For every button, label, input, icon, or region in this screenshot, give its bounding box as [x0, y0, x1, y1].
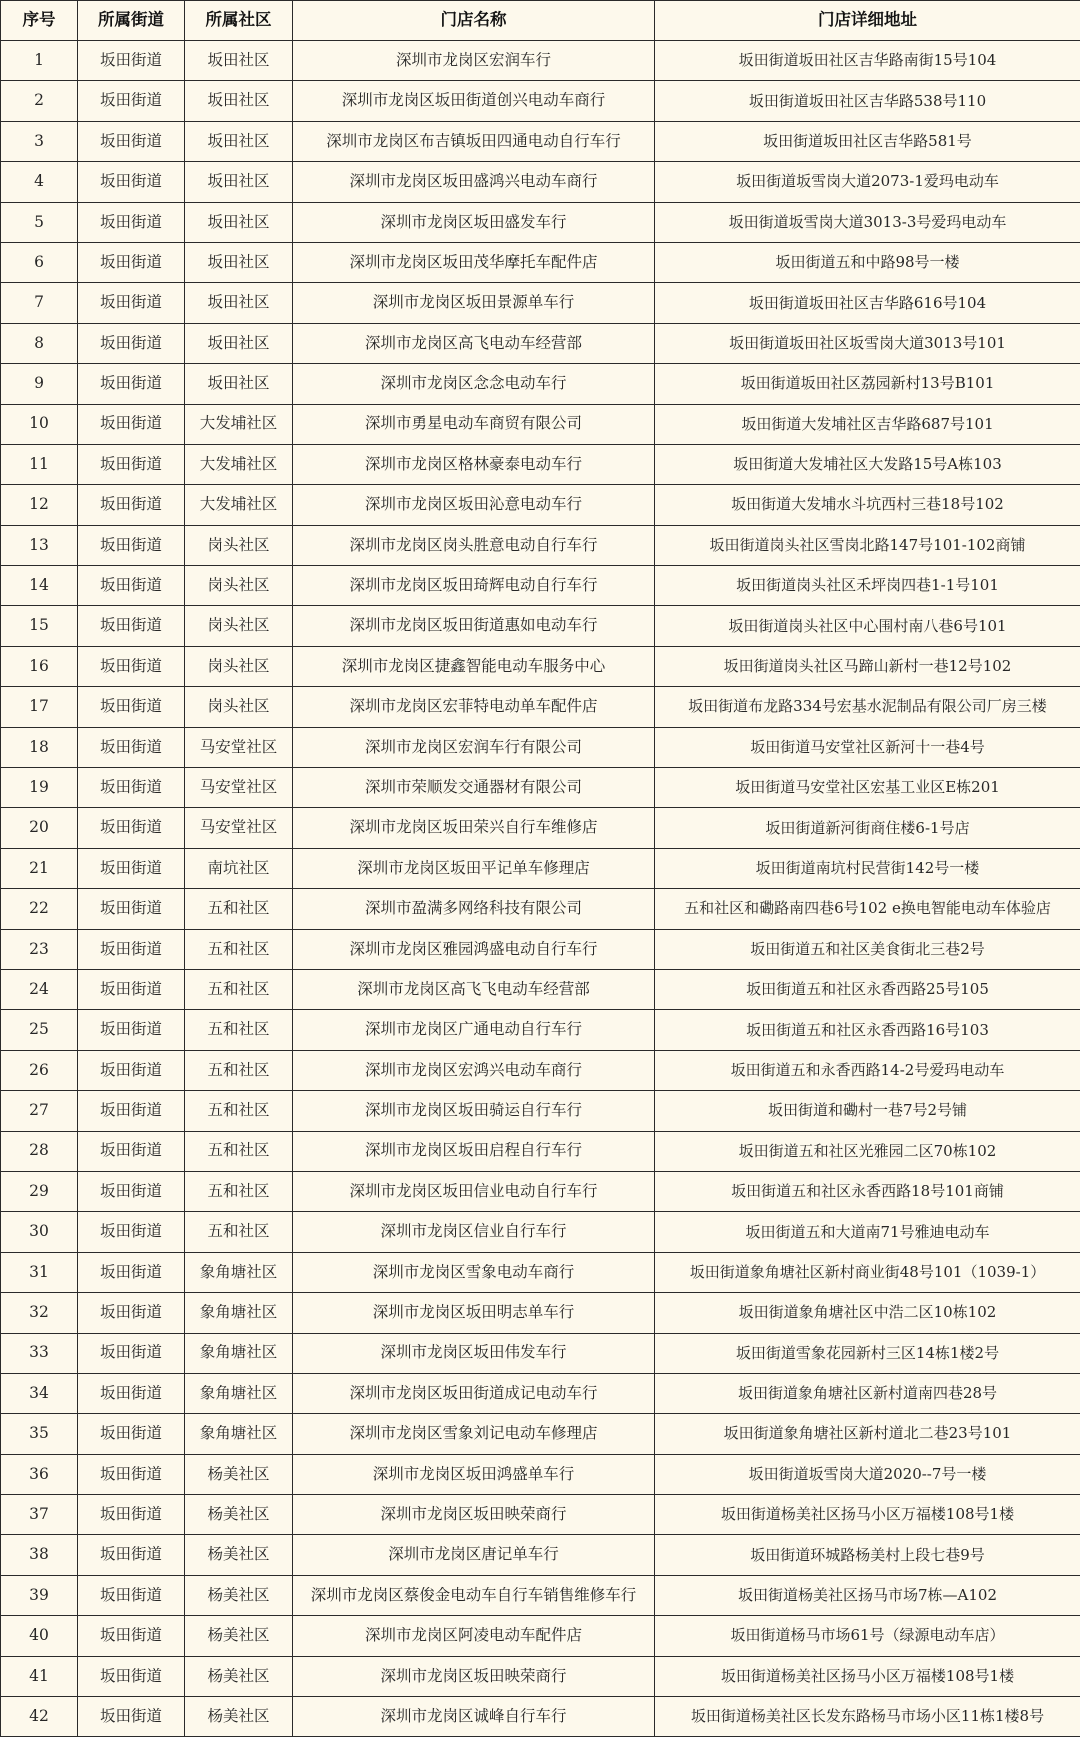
- cell-store-name: 深圳市龙岗区坂田盛发车行: [293, 202, 655, 242]
- cell-community: 大发埔社区: [185, 444, 293, 484]
- cell-index: 33: [1, 1333, 78, 1373]
- cell-street: 坂田街道: [78, 646, 185, 686]
- cell-store-name: 深圳市龙岗区坂田盛鸿兴电动车商行: [293, 162, 655, 202]
- cell-street: 坂田街道: [78, 444, 185, 484]
- cell-index: 24: [1, 969, 78, 1009]
- cell-community: 马安堂社区: [185, 768, 293, 808]
- cell-street: 坂田街道: [78, 525, 185, 565]
- table-row: [1, 1414, 1080, 1454]
- cell-store-address: 坂田街道五和大道南71号雅迪电动车: [655, 1212, 1080, 1252]
- cell-store-name: 深圳市龙岗区阿凌电动车配件店: [293, 1616, 655, 1656]
- cell-community: 马安堂社区: [185, 808, 293, 848]
- cell-index: 19: [1, 768, 78, 808]
- cell-community: 象角塘社区: [185, 1252, 293, 1292]
- cell-street: 坂田街道: [78, 1171, 185, 1211]
- cell-street: 坂田街道: [78, 929, 185, 969]
- table-body: [1, 41, 1080, 1737]
- cell-street: 坂田街道: [78, 1010, 185, 1050]
- cell-street: 坂田街道: [78, 1495, 185, 1535]
- table-row: [1, 1050, 1080, 1090]
- cell-store-address: 五和社区和磡路南四巷6号102 e换电智能电动车体验店: [655, 889, 1080, 929]
- cell-community: 杨美社区: [185, 1697, 293, 1737]
- cell-street: 坂田街道: [78, 81, 185, 121]
- cell-index: 39: [1, 1575, 78, 1615]
- table-header: [1, 1, 1080, 41]
- cell-community: 五和社区: [185, 1010, 293, 1050]
- cell-index: 25: [1, 1010, 78, 1050]
- cell-community: 五和社区: [185, 969, 293, 1009]
- cell-store-address: 坂田街道五和永香西路14-2号爱玛电动车: [655, 1050, 1080, 1090]
- cell-index: 35: [1, 1414, 78, 1454]
- cell-street: 坂田街道: [78, 1454, 185, 1494]
- cell-street: 坂田街道: [78, 687, 185, 727]
- cell-store-address: 坂田街道马安堂社区宏基工业区E栋201: [655, 768, 1080, 808]
- cell-store-name: 深圳市龙岗区坂田信业电动自行车行: [293, 1171, 655, 1211]
- cell-street: 坂田街道: [78, 1575, 185, 1615]
- cell-store-address: 坂田街道五和社区永香西路18号101商铺: [655, 1171, 1080, 1211]
- cell-store-name: 深圳市龙岗区格林豪泰电动车行: [293, 444, 655, 484]
- cell-index: 9: [1, 364, 78, 404]
- cell-community: 岗头社区: [185, 525, 293, 565]
- cell-index: 15: [1, 606, 78, 646]
- cell-index: 18: [1, 727, 78, 767]
- cell-store-address: 坂田街道大发埔水斗坑西村三巷18号102: [655, 485, 1080, 525]
- cell-index: 37: [1, 1495, 78, 1535]
- header-community: 所属社区: [185, 1, 293, 41]
- cell-community: 杨美社区: [185, 1656, 293, 1696]
- cell-street: 坂田街道: [78, 202, 185, 242]
- table-row: [1, 566, 1080, 606]
- cell-community: 坂田社区: [185, 242, 293, 282]
- header-store-name: 门店名称: [293, 1, 655, 41]
- cell-community: 杨美社区: [185, 1454, 293, 1494]
- cell-store-address: 坂田街道坂田社区吉华路616号104: [655, 283, 1080, 323]
- cell-street: 坂田街道: [78, 1616, 185, 1656]
- cell-street: 坂田街道: [78, 1656, 185, 1696]
- cell-store-name: 深圳市龙岗区捷鑫智能电动车服务中心: [293, 646, 655, 686]
- cell-index: 31: [1, 1252, 78, 1292]
- cell-street: 坂田街道: [78, 121, 185, 161]
- cell-community: 象角塘社区: [185, 1333, 293, 1373]
- cell-store-address: 坂田街道五和社区光雅园二区70栋102: [655, 1131, 1080, 1171]
- cell-community: 象角塘社区: [185, 1373, 293, 1413]
- cell-street: 坂田街道: [78, 283, 185, 323]
- header-store-address: 门店详细地址: [655, 1, 1080, 41]
- cell-community: 五和社区: [185, 889, 293, 929]
- table-row: [1, 1212, 1080, 1252]
- cell-community: 五和社区: [185, 1050, 293, 1090]
- cell-store-address: 坂田街道杨美社区扬马小区万福楼108号1楼: [655, 1656, 1080, 1696]
- cell-street: 坂田街道: [78, 1131, 185, 1171]
- cell-community: 象角塘社区: [185, 1293, 293, 1333]
- cell-store-name: 深圳市龙岗区布吉镇坂田四通电动自行车行: [293, 121, 655, 161]
- cell-street: 坂田街道: [78, 41, 185, 81]
- cell-store-address: 坂田街道坂田社区吉华路南街15号104: [655, 41, 1080, 81]
- cell-community: 杨美社区: [185, 1616, 293, 1656]
- table-row: [1, 1697, 1080, 1737]
- cell-store-name: 深圳市龙岗区高飞飞电动车经营部: [293, 969, 655, 1009]
- cell-index: 40: [1, 1616, 78, 1656]
- cell-community: 坂田社区: [185, 121, 293, 161]
- cell-store-name: 深圳市龙岗区宏鸿兴电动车商行: [293, 1050, 655, 1090]
- cell-store-address: 坂田街道象角塘社区新村商业街48号101（1039-1）: [655, 1252, 1080, 1292]
- cell-store-address: 坂田街道五和社区永香西路16号103: [655, 1010, 1080, 1050]
- cell-index: 29: [1, 1171, 78, 1211]
- cell-store-address: 坂田街道五和社区美食街北三巷2号: [655, 929, 1080, 969]
- cell-index: 38: [1, 1535, 78, 1575]
- cell-store-address: 坂田街道坂田社区吉华路581号: [655, 121, 1080, 161]
- cell-street: 坂田街道: [78, 808, 185, 848]
- cell-store-name: 深圳市盈满多网络科技有限公司: [293, 889, 655, 929]
- cell-store-address: 坂田街道布龙路334号宏基水泥制品有限公司厂房三楼: [655, 687, 1080, 727]
- cell-community: 坂田社区: [185, 162, 293, 202]
- table-row: [1, 1495, 1080, 1535]
- cell-store-address: 坂田街道和磡村一巷7号2号铺: [655, 1091, 1080, 1131]
- table-row: [1, 1252, 1080, 1292]
- cell-store-name: 深圳市龙岗区宏润车行: [293, 41, 655, 81]
- cell-community: 岗头社区: [185, 646, 293, 686]
- cell-store-name: 深圳市龙岗区坂田启程自行车行: [293, 1131, 655, 1171]
- cell-community: 坂田社区: [185, 323, 293, 363]
- table-row: [1, 687, 1080, 727]
- cell-street: 坂田街道: [78, 242, 185, 282]
- cell-index: 27: [1, 1091, 78, 1131]
- table-row: [1, 364, 1080, 404]
- cell-community: 岗头社区: [185, 606, 293, 646]
- cell-street: 坂田街道: [78, 848, 185, 888]
- cell-store-address: 坂田街道五和中路98号一楼: [655, 242, 1080, 282]
- cell-index: 10: [1, 404, 78, 444]
- cell-community: 大发埔社区: [185, 485, 293, 525]
- cell-community: 五和社区: [185, 1131, 293, 1171]
- cell-store-address: 坂田街道新河街商住楼6-1号店: [655, 808, 1080, 848]
- cell-store-name: 深圳市龙岗区坂田琦辉电动自行车行: [293, 566, 655, 606]
- table-row: [1, 606, 1080, 646]
- cell-store-name: 深圳市龙岗区坂田沁意电动车行: [293, 485, 655, 525]
- table-row: [1, 81, 1080, 121]
- cell-store-address: 坂田街道坂田社区荔园新村13号B101: [655, 364, 1080, 404]
- table-row: [1, 889, 1080, 929]
- cell-community: 岗头社区: [185, 566, 293, 606]
- table-row: [1, 1575, 1080, 1615]
- cell-street: 坂田街道: [78, 1050, 185, 1090]
- table-row: [1, 1535, 1080, 1575]
- cell-street: 坂田街道: [78, 162, 185, 202]
- cell-community: 五和社区: [185, 1091, 293, 1131]
- table-row: [1, 1171, 1080, 1211]
- cell-street: 坂田街道: [78, 1333, 185, 1373]
- cell-store-name: 深圳市龙岗区坂田景源单车行: [293, 283, 655, 323]
- cell-store-address: 坂田街道南坑村民营街142号一楼: [655, 848, 1080, 888]
- cell-index: 32: [1, 1293, 78, 1333]
- table-row: [1, 283, 1080, 323]
- cell-street: 坂田街道: [78, 566, 185, 606]
- cell-store-address: 坂田街道坂田社区坂雪岗大道3013号101: [655, 323, 1080, 363]
- cell-store-name: 深圳市龙岗区雪象电动车商行: [293, 1252, 655, 1292]
- table-row: [1, 202, 1080, 242]
- table-row: [1, 1616, 1080, 1656]
- cell-store-address: 坂田街道象角塘社区中浩二区10栋102: [655, 1293, 1080, 1333]
- cell-community: 象角塘社区: [185, 1414, 293, 1454]
- cell-index: 13: [1, 525, 78, 565]
- cell-store-name: 深圳市龙岗区雪象刘记电动车修理店: [293, 1414, 655, 1454]
- cell-store-address: 坂田街道雪象花园新村三区14栋1楼2号: [655, 1333, 1080, 1373]
- table-row: [1, 485, 1080, 525]
- table-row: [1, 1333, 1080, 1373]
- cell-street: 坂田街道: [78, 1373, 185, 1413]
- table-row: [1, 727, 1080, 767]
- table-row: [1, 1091, 1080, 1131]
- cell-index: 22: [1, 889, 78, 929]
- cell-index: 26: [1, 1050, 78, 1090]
- cell-store-name: 深圳市龙岗区诚峰自行车行: [293, 1697, 655, 1737]
- cell-community: 大发埔社区: [185, 404, 293, 444]
- cell-store-address: 坂田街道岗头社区雪岗北路147号101-102商铺: [655, 525, 1080, 565]
- table-row: [1, 646, 1080, 686]
- cell-street: 坂田街道: [78, 606, 185, 646]
- cell-community: 坂田社区: [185, 283, 293, 323]
- cell-index: 16: [1, 646, 78, 686]
- cell-store-address: 坂田街道杨美社区扬马小区万福楼108号1楼: [655, 1495, 1080, 1535]
- table-row: [1, 1131, 1080, 1171]
- cell-index: 30: [1, 1212, 78, 1252]
- table-row: [1, 1010, 1080, 1050]
- cell-community: 杨美社区: [185, 1575, 293, 1615]
- table-row: [1, 1656, 1080, 1696]
- table-row: [1, 848, 1080, 888]
- cell-street: 坂田街道: [78, 969, 185, 1009]
- cell-index: 42: [1, 1697, 78, 1737]
- cell-store-name: 深圳市龙岗区坂田伟发车行: [293, 1333, 655, 1373]
- cell-store-address: 坂田街道大发埔社区吉华路687号101: [655, 404, 1080, 444]
- table-row: [1, 969, 1080, 1009]
- cell-store-name: 深圳市荣顺发交通器材有限公司: [293, 768, 655, 808]
- cell-index: 8: [1, 323, 78, 363]
- table-row: [1, 1293, 1080, 1333]
- cell-store-address: 坂田街道杨美社区长发东路杨马市场小区11栋1楼8号: [655, 1697, 1080, 1737]
- cell-store-address: 坂田街道坂雪岗大道2073-1爱玛电动车: [655, 162, 1080, 202]
- table-row: [1, 444, 1080, 484]
- cell-store-name: 深圳市龙岗区唐记单车行: [293, 1535, 655, 1575]
- cell-community: 马安堂社区: [185, 727, 293, 767]
- table-row: [1, 525, 1080, 565]
- table-row: [1, 323, 1080, 363]
- cell-street: 坂田街道: [78, 364, 185, 404]
- cell-index: 2: [1, 81, 78, 121]
- cell-index: 12: [1, 485, 78, 525]
- cell-index: 20: [1, 808, 78, 848]
- cell-index: 21: [1, 848, 78, 888]
- cell-store-address: 坂田街道坂雪岗大道3013-3号爱玛电动车: [655, 202, 1080, 242]
- cell-store-address: 坂田街道环城路杨美村上段七巷9号: [655, 1535, 1080, 1575]
- cell-street: 坂田街道: [78, 1414, 185, 1454]
- cell-index: 23: [1, 929, 78, 969]
- cell-store-name: 深圳市龙岗区坂田荣兴自行车维修店: [293, 808, 655, 848]
- cell-community: 五和社区: [185, 1171, 293, 1211]
- table-row: [1, 162, 1080, 202]
- cell-street: 坂田街道: [78, 1293, 185, 1333]
- cell-store-name: 深圳市龙岗区坂田街道成记电动车行: [293, 1373, 655, 1413]
- cell-store-name: 深圳市龙岗区岗头胜意电动自行车行: [293, 525, 655, 565]
- cell-store-address: 坂田街道杨马市场61号（绿源电动车店）: [655, 1616, 1080, 1656]
- table-row: [1, 41, 1080, 81]
- cell-index: 28: [1, 1131, 78, 1171]
- cell-store-name: 深圳市勇星电动车商贸有限公司: [293, 404, 655, 444]
- cell-index: 34: [1, 1373, 78, 1413]
- cell-index: 4: [1, 162, 78, 202]
- cell-street: 坂田街道: [78, 768, 185, 808]
- cell-community: 杨美社区: [185, 1495, 293, 1535]
- cell-street: 坂田街道: [78, 1091, 185, 1131]
- cell-store-name: 深圳市龙岗区宏菲特电动单车配件店: [293, 687, 655, 727]
- cell-street: 坂田街道: [78, 1697, 185, 1737]
- cell-store-name: 深圳市龙岗区坂田骑运自行车行: [293, 1091, 655, 1131]
- cell-community: 南坑社区: [185, 848, 293, 888]
- cell-index: 3: [1, 121, 78, 161]
- cell-street: 坂田街道: [78, 889, 185, 929]
- cell-store-name: 深圳市龙岗区坂田映荣商行: [293, 1495, 655, 1535]
- cell-index: 17: [1, 687, 78, 727]
- cell-store-address: 坂田街道象角塘社区新村道北二巷23号101: [655, 1414, 1080, 1454]
- cell-store-name: 深圳市龙岗区坂田平记单车修理店: [293, 848, 655, 888]
- cell-index: 36: [1, 1454, 78, 1494]
- cell-store-name: 深圳市龙岗区坂田街道创兴电动车商行: [293, 81, 655, 121]
- cell-store-address: 坂田街道岗头社区中心围村南八巷6号101: [655, 606, 1080, 646]
- cell-store-address: 坂田街道杨美社区扬马市场7栋—A102: [655, 1575, 1080, 1615]
- cell-store-name: 深圳市龙岗区信业自行车行: [293, 1212, 655, 1252]
- cell-store-name: 深圳市龙岗区高飞电动车经营部: [293, 323, 655, 363]
- table-row: [1, 929, 1080, 969]
- cell-store-name: 深圳市龙岗区广通电动自行车行: [293, 1010, 655, 1050]
- table-row: [1, 1373, 1080, 1413]
- cell-street: 坂田街道: [78, 1212, 185, 1252]
- cell-store-name: 深圳市龙岗区坂田茂华摩托车配件店: [293, 242, 655, 282]
- cell-community: 五和社区: [185, 929, 293, 969]
- cell-index: 6: [1, 242, 78, 282]
- cell-store-address: 坂田街道马安堂社区新河十一巷4号: [655, 727, 1080, 767]
- cell-community: 坂田社区: [185, 81, 293, 121]
- cell-store-address: 坂田街道岗头社区禾坪岗四巷1-1号101: [655, 566, 1080, 606]
- cell-street: 坂田街道: [78, 1535, 185, 1575]
- cell-community: 杨美社区: [185, 1535, 293, 1575]
- cell-street: 坂田街道: [78, 485, 185, 525]
- table-row: [1, 1454, 1080, 1494]
- cell-store-name: 深圳市龙岗区坂田街道惠如电动车行: [293, 606, 655, 646]
- table-row: [1, 121, 1080, 161]
- cell-community: 岗头社区: [185, 687, 293, 727]
- header-row: [1, 1, 1080, 41]
- cell-community: 坂田社区: [185, 364, 293, 404]
- cell-store-address: 坂田街道象角塘社区新村道南四巷28号: [655, 1373, 1080, 1413]
- table-row: [1, 404, 1080, 444]
- cell-index: 7: [1, 283, 78, 323]
- cell-store-address: 坂田街道岗头社区马蹄山新村一巷12号102: [655, 646, 1080, 686]
- cell-index: 5: [1, 202, 78, 242]
- cell-store-name: 深圳市龙岗区坂田明志单车行: [293, 1293, 655, 1333]
- cell-index: 1: [1, 41, 78, 81]
- cell-index: 41: [1, 1656, 78, 1696]
- cell-store-address: 坂田街道坂雪岗大道2020--7号一楼: [655, 1454, 1080, 1494]
- header-index: 序号: [1, 1, 78, 41]
- cell-street: 坂田街道: [78, 1252, 185, 1292]
- cell-community: 坂田社区: [185, 41, 293, 81]
- cell-street: 坂田街道: [78, 727, 185, 767]
- cell-community: 五和社区: [185, 1212, 293, 1252]
- cell-street: 坂田街道: [78, 323, 185, 363]
- cell-index: 14: [1, 566, 78, 606]
- cell-store-address: 坂田街道五和社区永香西路25号105: [655, 969, 1080, 1009]
- cell-store-name: 深圳市龙岗区宏润车行有限公司: [293, 727, 655, 767]
- table-row: [1, 242, 1080, 282]
- cell-store-name: 深圳市龙岗区坂田鸿盛单车行: [293, 1454, 655, 1494]
- cell-street: 坂田街道: [78, 404, 185, 444]
- cell-store-name: 深圳市龙岗区念念电动车行: [293, 364, 655, 404]
- cell-store-address: 坂田街道大发埔社区大发路15号A栋103: [655, 444, 1080, 484]
- cell-community: 坂田社区: [185, 202, 293, 242]
- table-row: [1, 808, 1080, 848]
- table-row: [1, 768, 1080, 808]
- cell-store-address: 坂田街道坂田社区吉华路538号110: [655, 81, 1080, 121]
- cell-store-name: 深圳市龙岗区蔡俊金电动车自行车销售维修车行: [293, 1575, 655, 1615]
- cell-index: 11: [1, 444, 78, 484]
- cell-store-name: 深圳市龙岗区雅园鸿盛电动自行车行: [293, 929, 655, 969]
- cell-store-name: 深圳市龙岗区坂田映荣商行: [293, 1656, 655, 1696]
- header-street: 所属街道: [78, 1, 185, 41]
